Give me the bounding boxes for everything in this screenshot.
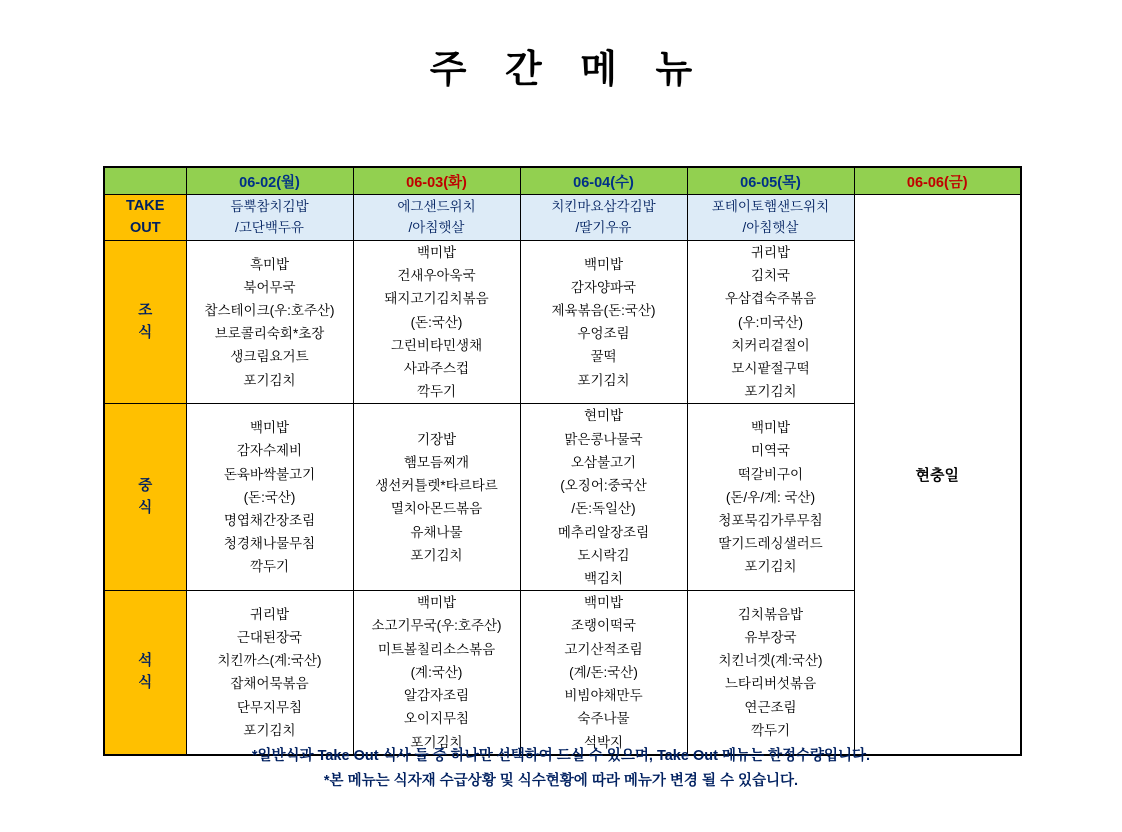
menu-line: 백미밥: [416, 244, 457, 260]
cell-dinner-mon: [186, 591, 353, 755]
menu-line: 포기김치: [744, 559, 797, 575]
cell-lunch-mon: [186, 404, 353, 591]
menu-line: 소고기무국(우:호주산): [371, 618, 502, 634]
menu-line: 감자수제비: [236, 443, 303, 459]
rowlabel-breakfast-line1: 조: [138, 302, 153, 319]
menu-line: 백김치: [583, 571, 624, 586]
table-header: [104, 167, 1021, 195]
menu-line: 조랭이떡국: [570, 618, 637, 634]
header-day-mon: 06-02(월): [186, 167, 353, 195]
header-day-tue: 06-03(화): [353, 167, 520, 195]
menu-line: /딸기우유: [575, 220, 632, 236]
menu-line: 치킨까스(계:국산): [217, 653, 322, 669]
cell-takeout-tue: [353, 195, 520, 241]
rowlabel-dinner-line1: 석: [138, 653, 153, 670]
menu-line: /고단백두유: [235, 220, 304, 236]
menu-line: 치킨너겟(계:국산): [718, 653, 823, 669]
menu-line: 치킨마요삼각김밥: [551, 198, 656, 214]
footnotes: [0, 744, 1122, 795]
menu-line: 김치볶음밥: [737, 606, 804, 622]
weekly-menu-table: [103, 166, 1022, 756]
menu-line: 단무지무침: [236, 699, 303, 715]
menu-line: /아침햇살: [408, 220, 465, 236]
header-day-thu: 06-05(목): [687, 167, 854, 195]
menu-line: 깍두기: [416, 384, 457, 400]
cell-lunch-tue: [353, 404, 520, 591]
menu-line: 명엽채간장조림: [223, 512, 316, 528]
menu-line: 사과주스컵: [403, 361, 470, 377]
menu-line: 모시팥절구떡: [731, 361, 810, 377]
footnote-2: *본 메뉴는 식자재 수급상황 및 식수현황에 따라 메뉴가 변경 될 수 있습니다.: [323, 773, 799, 790]
menu-line: 청경채나물무침: [223, 536, 316, 552]
menu-line: 석박지: [583, 734, 624, 750]
menu-line: 백미밥: [249, 420, 290, 436]
menu-line: 포기김치: [243, 722, 296, 738]
menu-line: 맑은콩나물국: [564, 431, 643, 447]
weekly-menu-page: [0, 38, 1122, 832]
menu-line: 백미밥: [750, 420, 791, 436]
menu-line: 치커리겉절이: [731, 337, 810, 353]
menu-line: 미트볼칠리소스볶음: [377, 641, 496, 657]
menu-line: 햄모듬찌개: [403, 454, 470, 470]
menu-line: 백미밥: [416, 595, 457, 611]
menu-line: 포기김치: [744, 384, 797, 400]
menu-line: 찹스테이크(우:호주산): [204, 302, 335, 318]
menu-line: 우엉조림: [577, 326, 630, 342]
menu-line: /돈:독일산): [571, 501, 636, 517]
menu-line: 감자양파국: [570, 279, 637, 295]
menu-line: 듬뿍참치김밥: [230, 198, 309, 214]
menu-line: 돈육바싹불고기: [223, 466, 316, 482]
menu-line: 백미밥: [583, 256, 624, 272]
row-takeout: [104, 195, 1021, 241]
menu-table-wrapper: [103, 166, 1020, 756]
menu-line: 포기김치: [577, 372, 630, 388]
menu-line: 유부장국: [744, 630, 797, 646]
menu-line: 근대된장국: [236, 630, 303, 646]
menu-line: (오징어:중국산: [560, 478, 647, 494]
menu-line: 제육볶음(돈:국산): [551, 302, 656, 318]
menu-line: 미역국: [750, 443, 791, 459]
menu-line: 우삼겹숙주볶음: [724, 291, 817, 307]
menu-line: 포기김치: [410, 734, 463, 750]
menu-line: 멸치아몬드볶음: [390, 501, 483, 517]
menu-line: 귀리밥: [249, 606, 290, 622]
menu-line: (돈/우/계: 국산): [725, 489, 816, 505]
menu-line: /아침햇살: [742, 220, 799, 236]
menu-line: 귀리밥: [750, 244, 791, 260]
menu-line: 딸기드레싱샐러드: [718, 536, 823, 552]
cell-breakfast-mon: [186, 240, 353, 404]
cell-breakfast-wed: [520, 240, 687, 404]
menu-line: 기장밥: [416, 431, 457, 447]
rowlabel-dinner-line2: 식: [138, 675, 153, 692]
menu-line: 생선커틀렛*타르타르: [375, 478, 498, 494]
menu-line: 연근조림: [744, 699, 797, 715]
menu-line: 김치국: [750, 268, 791, 284]
menu-line: 오이지무침: [403, 711, 470, 727]
cell-takeout-wed: [520, 195, 687, 241]
rowlabel-breakfast: [104, 240, 186, 404]
table-body: [104, 195, 1021, 755]
menu-line: 도시락김: [577, 547, 630, 563]
menu-line: (계/돈:국산): [569, 664, 638, 680]
menu-line: 비빔야채만두: [564, 688, 643, 704]
cell-breakfast-thu: [687, 240, 854, 404]
rowlabel-takeout-line1: TAKE: [126, 198, 165, 214]
menu-line: 포기김치: [243, 372, 296, 388]
cell-lunch-wed: [520, 404, 687, 591]
menu-line: 백미밥: [583, 595, 624, 611]
header-day-wed: 06-04(수): [520, 167, 687, 195]
menu-line: (돈:국산): [243, 489, 296, 505]
cell-dinner-tue: [353, 591, 520, 755]
menu-line: 깍두기: [249, 559, 290, 575]
cell-takeout-thu: [687, 195, 854, 241]
menu-line: 건새우아욱국: [397, 268, 476, 284]
menu-line: 흑미밥: [249, 256, 290, 272]
menu-line: 숙주나물: [577, 711, 630, 727]
menu-line: 느타리버섯볶음: [724, 676, 817, 692]
menu-line: 돼지고기김치볶음: [384, 291, 489, 307]
cell-breakfast-tue: [353, 240, 520, 404]
rowlabel-lunch: [104, 404, 186, 591]
rowlabel-lunch-line2: 식: [138, 500, 153, 517]
cell-takeout-mon: [186, 195, 353, 241]
menu-line: 깍두기: [750, 722, 791, 738]
menu-line: (우:미국산): [738, 314, 803, 330]
menu-line: (돈:국산): [410, 314, 463, 330]
page-title: 주 간 메 뉴: [429, 49, 707, 91]
cell-dinner-thu: [687, 591, 854, 755]
menu-line: 고기산적조림: [564, 641, 643, 657]
rowlabel-lunch-line1: 중: [138, 477, 153, 494]
menu-line: 오삼불고기: [570, 454, 637, 470]
rowlabel-dinner: [104, 591, 186, 755]
menu-line: 잡채어묵볶음: [230, 676, 309, 692]
menu-line: 알감자조림: [403, 688, 470, 704]
header-corner: [104, 167, 186, 195]
menu-line: 포테이토햄샌드위치: [711, 198, 830, 214]
menu-line: 꿀떡: [590, 349, 617, 365]
menu-line: 그린비타민생채: [390, 337, 483, 353]
footnote-1: *일반식과 Take Out 식사 둘 중 하나만 선택하여 드실 수 있으며, Take Out 메뉴는 한정수량입니다.: [251, 748, 871, 764]
menu-line: 메추리알장조림: [557, 524, 650, 540]
menu-line: 현미밥: [583, 408, 624, 424]
cell-lunch-thu: [687, 404, 854, 591]
menu-line: 포기김치: [410, 547, 463, 563]
menu-line: 유채나물: [410, 524, 463, 540]
menu-line: 북어무국: [243, 279, 296, 295]
menu-line: 떡갈비구이: [737, 466, 804, 482]
rowlabel-takeout-line2: OUT: [129, 220, 161, 237]
header-day-fri: 06-06(금): [854, 167, 1021, 195]
menu-line: 브로콜리숙회*초장: [214, 326, 325, 342]
menu-line: 청포묵김가루무침: [718, 512, 823, 528]
cell-dinner-wed: [520, 591, 687, 755]
rowlabel-takeout: [104, 195, 186, 241]
cell-friday-holiday: 현충일: [854, 195, 1021, 755]
menu-line: (계:국산): [410, 664, 463, 680]
menu-line: 생크림요거트: [230, 349, 309, 365]
rowlabel-breakfast-line2: 식: [138, 325, 153, 342]
header-row: [104, 167, 1021, 195]
menu-line: 에그샌드위치: [397, 198, 476, 214]
